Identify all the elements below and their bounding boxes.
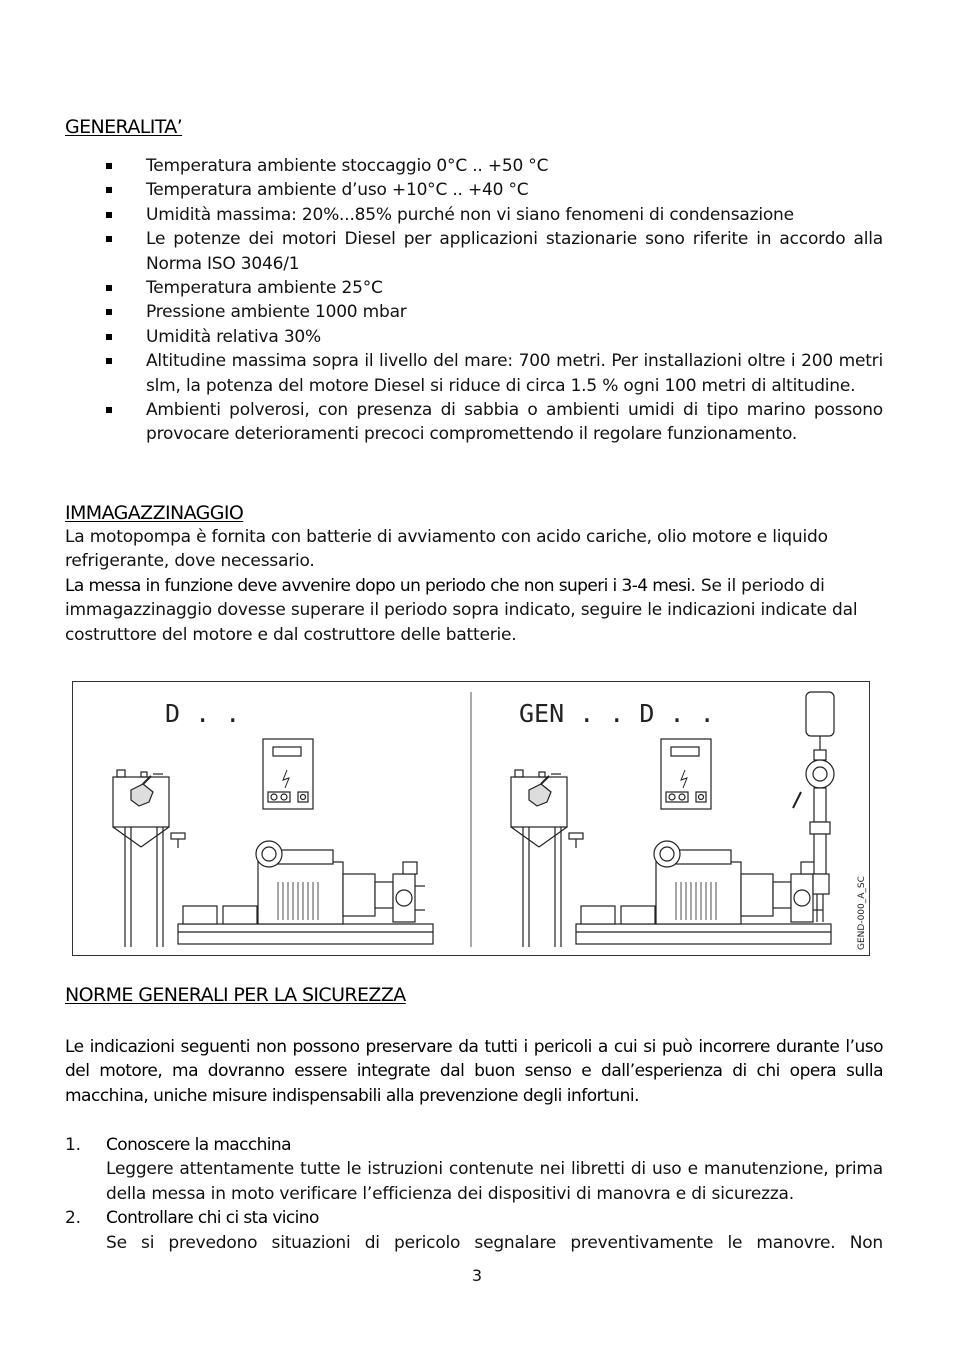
list-item: Pressione ambiente 1000 mbar xyxy=(105,300,883,324)
item-body: Se si prevedono situazioni di pericolo segnalare preventivamente le manovre. Non xyxy=(106,1232,883,1253)
storage-emphasis: La messa in funzione deve avvenire dopo un periodo che non superi i 3-4 mesi xyxy=(65,575,691,596)
generalita-bullet-list xyxy=(105,154,883,447)
list-item xyxy=(65,1206,883,1255)
list-item: Temperatura ambiente d’uso +10°C .. +40 °C xyxy=(105,178,883,202)
list-item: Temperatura ambiente 25°C xyxy=(105,276,883,300)
bullet-square-icon xyxy=(106,187,112,193)
immagazzinaggio-paragraph: La motopompa è fornita con batterie di avviamento con acido cariche, olio motore e liquido refrigerante, dove necessario. La messa in funzione deve avvenire dopo un periodo che non superi i 3-4 mesi. Se il periodo di immagazzinaggio dovesse superare il periodo sopra indicato, seguire le indicazioni indicate dal costruttore del motore e dal costruttore delle batterie. xyxy=(65,527,858,645)
list-item: Temperatura ambiente stoccaggio 0°C .. +50 °C xyxy=(105,154,883,178)
bullet-square-icon xyxy=(106,236,112,242)
bullet-square-icon xyxy=(106,309,112,315)
bullet-square-icon xyxy=(106,334,112,340)
heading-norme: NORME GENERALI PER LA SICUREZZA xyxy=(65,984,406,1006)
list-item: Altitudine massima sopra il livello del mare: 700 metri. Per installazioni oltre i 200 metri slm, la potenza del motore Diesel si riduce di circa 1.5 % ogni 100 metri di altitudine. xyxy=(105,349,883,398)
item-number: 2. xyxy=(65,1208,81,1229)
item-title: Conoscere la macchina xyxy=(106,1135,291,1155)
heading-immagazzinaggio: IMMAGAZZINAGGIO xyxy=(65,502,244,524)
diagram-label-left: D . . xyxy=(165,699,241,728)
bullet-square-icon xyxy=(106,407,112,413)
safety-list xyxy=(65,1133,883,1255)
heading-generalita: GENERALITA’ xyxy=(65,116,183,138)
diagram-label-right: GEN . . D . . xyxy=(519,699,715,728)
list-item xyxy=(65,1133,883,1206)
item-number: 1. xyxy=(65,1135,81,1155)
list-item: Le potenze dei motori Diesel per applicazioni stazionarie sono riferite in accordo alla Norma ISO 3046/1 xyxy=(105,227,883,276)
safety-intro: Le indicazioni seguenti non possono preservare da tutti i pericoli a cui si può incorrere durante l’uso del motore, ma dovranno essere integrate dal buon senso e dall’esperienza di chi opera sulla macchina, uniche misure indispensabili alla prevenzione degli infortuni. xyxy=(65,1037,883,1106)
bullet-square-icon xyxy=(106,163,112,169)
motopump-diagram xyxy=(72,681,870,956)
list-item: Ambienti polverosi, con presenza di sabbia o ambienti umidi di tipo marino possono provocare deterioramenti precoci compromettendo il regolare funzionamento. xyxy=(105,398,883,447)
diagram-code: GEND-000_A_SC xyxy=(857,876,867,950)
page-number: 3 xyxy=(471,1266,483,1285)
list-item: Umidità relativa 30% xyxy=(105,325,883,349)
bullet-square-icon xyxy=(106,358,112,364)
bullet-square-icon xyxy=(106,212,112,218)
list-item: Umidità massima: 20%...85% purché non vi siano fenomeni di condensazione xyxy=(105,203,883,227)
item-title: Controllare chi ci sta vicino xyxy=(106,1208,319,1229)
bullet-square-icon xyxy=(106,285,112,291)
item-body: Leggere attentamente tutte le istruzioni contenute nei libretti di uso e manutenzione, prima della messa in moto verificare l’efficienza dei dispositivi di manovra e di sicurezza. xyxy=(106,1159,883,1204)
